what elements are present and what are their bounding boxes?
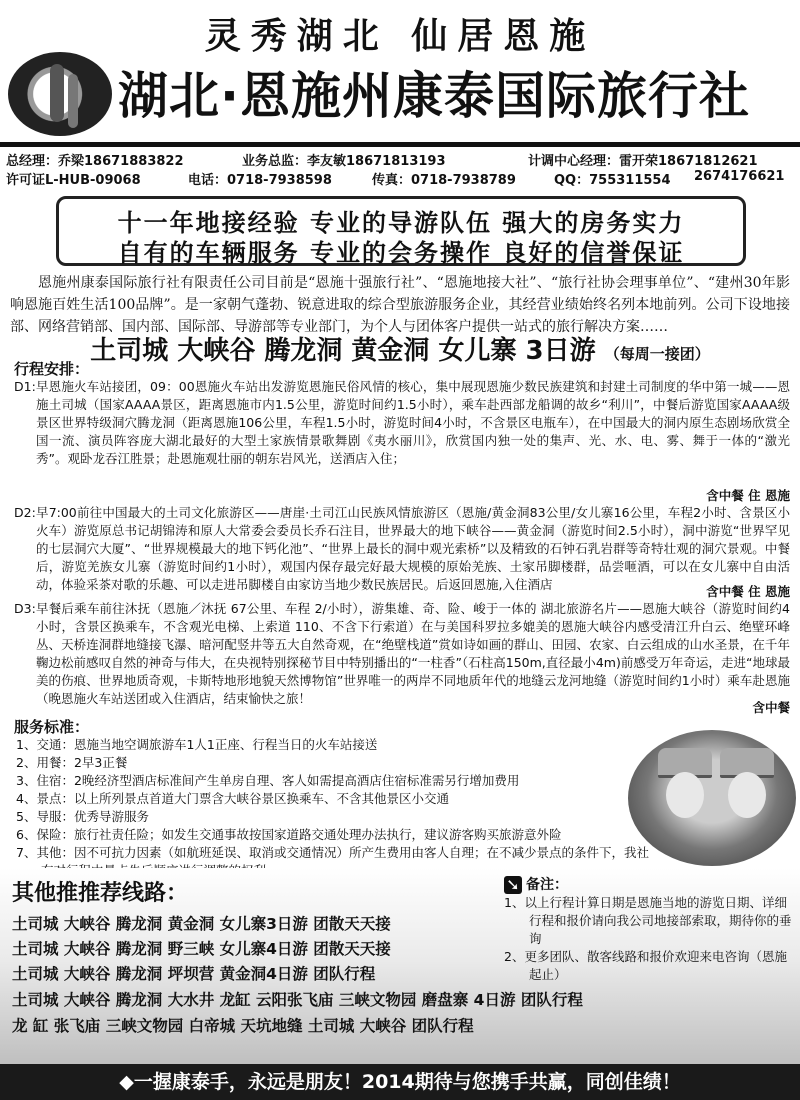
company-logo [8,52,112,136]
standard-item: 5、导服：优秀导游服务 [16,809,149,824]
itinerary-label: 行程安排： [14,360,90,378]
standard-item: 1、交通：恩施当地空调旅游车1人1正座、行程当日的火车站接送 [16,737,378,752]
day-3-meal: 含中餐 [752,700,790,715]
header [0,0,800,150]
license-number: 许可证L-HUB-09068 [6,173,141,188]
standard-item: 6、保险：旅行社责任险；如发生交通事故按国家道路交通处理办法执行，建议游客购买旅游意外险 [16,827,562,842]
ethnic-costume-photo [628,730,796,866]
features-line-1: 十一年地接经验 专业的导游队伍 强大的房务实力 [117,209,685,237]
business-director-contact: 业务总监：李友敏18671813193 [242,154,446,169]
service-standards [16,736,656,880]
notes-box [504,876,794,984]
arrow-icon: ➘ [504,876,522,894]
day-1 [14,378,790,468]
face-right [728,772,766,818]
note-item: 2、更多团队、散客线路和报价欢迎来电咨询（恩施起止） [504,949,787,982]
tour-title [0,330,800,367]
standard-item: 7、其他：因不可抗力因素（如航班延误、取消或交通情况）所产生费用由客人自理；在不减少景点的条件下，我社 [16,845,649,860]
route-item: 龙 缸 张飞庙 三峡文物园 白帝城 天坑地缝 土司城 大峡谷 团队行程 [12,1017,474,1035]
general-manager-contact: 总经理：乔梁18671883822 [6,154,184,169]
day-tag: D2: [14,505,36,520]
route-item: 土司城 大峡谷 腾龙洞 黄金洞 女儿寨3日游 团散天天接 [12,915,391,933]
standards-label: 服务标准： [14,718,90,736]
footer-slogan: ◆一握康泰手，永远是朋友！2014期待与您携手共赢，同创佳绩！ [0,1064,800,1100]
day-text: 早餐后乘车前往沐抚（恩施／沐抚 67公里、车程 2/小时），游集雄、奇、险、峻于一体的 湖北旅游名片——恩施大峡谷（游览时间约4小时，含景区换乘车，不含观光电梯、上索道 110、不含下行索道）在与美国科罗拉多媲美的恩施大峡谷内感受清江升白云、绝壁环峰丛、天桥连洞群地缝接飞瀑、暗河配竖井等五大自然奇观，在“绝壁栈道”赏如诗如画的群山、田园、农家、白云组成的山水圣景，在千年鞠边松前感叹自然的神奇与伟大，在央视特别探秘节目中特别播出的“一柱香”（石柱高150m,直径最小4m)前感受万年奇运，走进“地球最美的伤痕、世界地质奇观，卡斯特地形地貌天然博物馆”世界唯一的两岸不同地质年代的地缝云龙河地缝（游览时间约1小时）乘车赴恩施（晚恩施火车站送团或入住酒店，结束愉快之旅！ [36,601,790,706]
day-tag: D3: [14,601,36,616]
qq-number-2: 2674176621 [694,169,785,184]
planning-manager-contact: 计调中心经理：雷开荣18671812621 [528,154,758,169]
phone-number: 电话：0718-7938598 [188,173,332,188]
note-item: 1、以上行程计算日期是恩施当地的游览日期、详细行程和报价请向我公司地接部索取，期待你的垂询 [504,895,792,946]
tour-name: 土司城 大峡谷 腾龙洞 黄金洞 女儿寨 3日游 [90,336,596,366]
route-item: 土司城 大峡谷 腾龙洞 坪坝营 黄金洞4日游 团队行程 [12,965,376,983]
standard-item: 4、景点：以上所列景点首道大门票含大峡谷景区换乘车、不含其他景区小交通 [16,791,449,806]
qq-number-1: QQ：755311554 [554,173,671,188]
fax-number: 传真：0718-7938789 [372,173,516,188]
day-tag: D1: [14,379,36,394]
face-left [666,772,704,818]
company-name: 湖北·恩施州康泰国际旅行社 [118,67,750,125]
route-item: 土司城 大峡谷 腾龙洞 野三峡 女儿寨4日游 团散天天接 [12,940,391,958]
day-3 [14,600,790,708]
contact-row-1 [6,150,796,169]
day-1-meal: 含中餐 住 恩施 [706,488,790,503]
header-divider [0,142,800,147]
recommend-title: 其他推推荐线路： [12,881,189,906]
contact-row-2 [6,169,796,188]
day-text: 早恩施火车站接团，09：00恩施火车站出发游览恩施民俗风情的核心，集中展现恩施少数民族建筑和封建土司制度的华中第一城——恩施土司城（国家AAAA景区，距离恩施市内1.5公里，游览时间约1.5小时），乘车赴西部龙船调的故乡“利川”，中餐后游览国家AAAA级景区世界特级洞穴腾龙洞（距离恩施106公里，车程1.5小时，游览时间4小时，不含景区电瓶车），在中国最大的洞内原生态剧场欣赏全国一流、演员阵容庞大湖北最好的大型土家族情景歌舞剧《夷水丽川》，欣赏国内独一处的集声、光、水、电、雾、舞于一体的“激光秀”。观卧龙吞江胜景；赴恩施观壮丽的朝东岩风光，送酒店入住； [36,379,790,466]
route-item: 土司城 大峡谷 腾龙洞 大水井 龙缸 云阳张飞庙 三峡文物园 磨盘寨 4日游 团队行程 [12,991,583,1009]
notes-title: 备注： [526,877,568,893]
company-intro: 恩施州康泰国际旅行社有限责任公司目前是“恩施十强旅行社”、“恩施地接大社”、“旅行社协会理事单位”、“建州30年影响恩施百姓生活100品牌”。是一家朝气蓬勃、锐意进取的综合型旅游服务企业，其经营业绩始终名列本地前列。公司下设地接部、网络营销部、国内部、国际部、导游部等专业部门，为个人与团体客户提供一站式的旅行解决方案…… [10,275,790,335]
standard-item: 3、住宿：2晚经济型酒店标准间产生单房自理、客人如需提高酒店住宿标准需另行增加费用 [16,773,520,788]
day-text: 早7:00前往中国最大的土司文化旅游区——唐崖·土司江山民族风情旅游区（恩施/黄金洞83公里/女儿寨16公里，车程2小时、含景区小火车）游览原总书记胡锦涛和原人大常委会委员长乔石注目，世界最大的地下峡谷——黄金洞（游览时间2.5小时），洞中游览“世界罕见的七层洞穴大厦”、“世界规模最大的地下钙化池”、“世界上最长的洞中观光索桥”以及精致的石钟石乳岩群等奇特壮观的洞穴景观。中餐后，游览羌族女儿寨（游览时间约1小时），观国内保存最完好最大规模的原始羌族、土家吊脚楼群，品尝咂酒，可以在女儿寨中自由活动，体验采茶对歌的乐趣、可以走进吊脚楼自由家访当地少数民族居民。后返回恩施,入住酒店 [36,505,790,592]
features-box [56,196,746,266]
slogan: 灵秀湖北 仙居恩施 [204,15,596,57]
day-2 [14,504,790,594]
tour-schedule-note: （每周一接团） [604,345,710,363]
contact-info [6,150,796,188]
day-2-meal: 含中餐 住 恩施 [706,584,790,599]
standard-item: 2、用餐：2早3正餐 [16,755,128,770]
features-line-2: 自有的车辆服务 专业的会务操作 良好的信誉保证 [117,239,685,267]
